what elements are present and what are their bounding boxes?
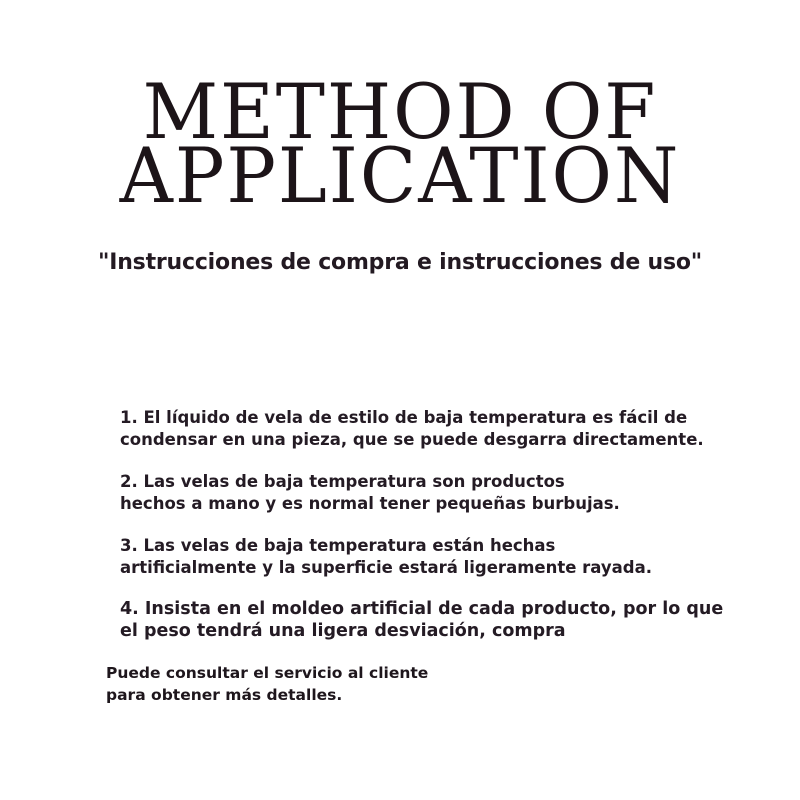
- instruction-1-line-1: 1. El líquido de vela de estilo de baja temperatura es fácil de: [120, 408, 688, 427]
- instruction-2-line-2: hechos a mano y es normal tener pequeñas burbujas.: [120, 494, 620, 513]
- customer-service-note-line-1: Puede consultar el servicio al cliente: [106, 664, 429, 682]
- customer-service-note-line-2: para obtener más detalles.: [106, 686, 343, 704]
- instruction-3-line-1: 3. Las velas de baja temperatura están hechas: [120, 536, 556, 555]
- instruction-4: [120, 598, 723, 642]
- title-line-1: METHOD OF: [142, 67, 658, 156]
- title-line-2: APPLICATION: [119, 131, 681, 220]
- instruction-4-line-1: 4. Insista en el moldeo artificial de cada producto, por lo que: [120, 599, 724, 619]
- instruction-4-line-2: el peso tendrá una ligera desviación, compra: [120, 621, 566, 641]
- instruction-1: [120, 407, 704, 451]
- instruction-3: [120, 535, 652, 579]
- instruction-2-line-1: 2. Las velas de baja temperatura son productos: [120, 472, 565, 491]
- instruction-2: [120, 471, 620, 515]
- subtitle: "Instrucciones de compra e instrucciones de uso": [97, 250, 703, 275]
- instruction-3-line-2: artificialmente y la superficie estará ligeramente rayada.: [120, 558, 653, 577]
- customer-service-note: [106, 662, 428, 706]
- instruction-1-line-2: condensar en una pieza, que se puede desgarra directamente.: [120, 430, 704, 449]
